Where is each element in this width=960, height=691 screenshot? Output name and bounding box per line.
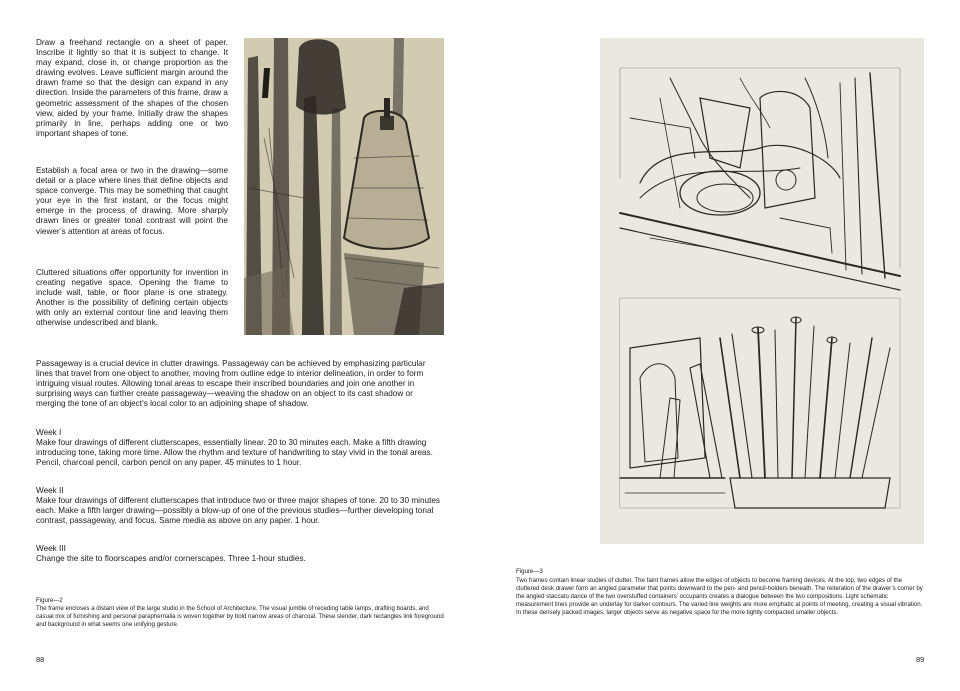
page-number-left: 88: [36, 655, 45, 664]
week-2-text: Make four drawings of different clutterscapes that introduce two or three major shapes of tone. 20 to 30 minutes each. Make a fifth larger drawing—possibly a blow-up of one of the previous studies—further developing tonal contrast, passageway, and focus. Same media as above on any paper. 1 hour.: [36, 496, 440, 526]
figure-3-caption-label: Figure—3: [516, 568, 543, 575]
figure-2-charcoal-drawing: [244, 38, 444, 335]
week-1-heading: Week I: [36, 428, 62, 437]
week-3-heading: Week III: [36, 544, 66, 553]
week-2-heading: Week II: [36, 486, 64, 495]
paragraph-passageway: Passageway is a crucial device in clutter drawings. Passageway can be achieved by emphasizing particular lines that travel from one object to another, moving from outline edge to interior delineation, in order to form intriguing visual routes. Allowing tonal areas to escape their inscribed boundaries and join one another in surprising ways can further create passageway—weaving the shadow on an object to its cast shadow or merging the tone of an object’s local color to an adjoining shape of shadow.: [36, 359, 426, 409]
clutter-line-studies: [600, 38, 924, 544]
right-page: [480, 0, 960, 691]
figure-3-caption-text: Two frames contain linear studies of clutter. The faint frames allow the edges of objects to become framing devices. At the top, two edges of the cluttered desk drawer form an angled parameter that points downward to the pen- and pencil-holders beneath. The reiteration of the drawer’s corner by the angled staccato dance of the two overstuffed containers’ occupants creates a dialogue between the two compositions. Light schematic measurement lines provide an underlay for darker contours. The varied line weights are more emphatic at points of meeting, creating a visual vibration. In these densely packed images, larger objects serve as negative space for the more tightly compacted smaller objects.: [516, 577, 923, 616]
paragraph-focal-area: Establish a focal area or two in the drawing—some detail or a place where lines that define objects and space converge. This may be something that caught your eye in the first instant, or the focus might emerge in the process of drawing. More sharply drawn lines or greater tonal contrast will point the viewer’s attention at areas of focus.: [36, 166, 228, 236]
paragraph-frame: Draw a freehand rectangle on a sheet of paper. Inscribe it lightly so that it is subject to change. It may expand, close in, or change proportion as the drawing evolves. Leave sufficient margin around the drawn frame so that the design can expand in any direction. Inside the parameters of this frame, draw a geometric assessment of the shapes of the chosen view, aided by your frame. Initially draw the shapes primarily in line, perhaps adding one or two important shapes of tone.: [36, 38, 228, 138]
week-1-text: Make four drawings of different clutterscapes, essentially linear. 20 to 30 minutes each. Make a fifth drawing introducing tone, taking more time. Allow the rhythm and texture of handwriting to stay vivid in the tonal areas. Pencil, charcoal pencil, carbon pencil on any paper. 45 minutes to 1 hour.: [36, 438, 433, 468]
figure-2-caption-label: Figure—2: [36, 597, 63, 604]
figure-3-pencil-drawing: [600, 38, 924, 544]
week-3-text: Change the site to floorscapes and/or cornerscapes. Three 1-hour studies.: [36, 554, 306, 563]
paragraph-cluttered-situations: Cluttered situations offer opportunity for invention in creating negative space. Opening the frame to include wall, table, or floor plane is one strategy. Another is the possibility of defining certain objects with only an external contour line and leaving them otherwise undescribed and blank.: [36, 268, 228, 328]
page-number-right: 89: [916, 655, 925, 664]
charcoal-studio-sketch: [244, 38, 444, 335]
figure-2-caption-text: The frame encloses a distant view of the large studio in the School of Architecture. The visual jumble of receding table lamps, drafting boards, and casual mix of furnishing and personal paraphernalia is woven together by bold narrow areas of charcoal. These slender, dark rectangles link foreground and background in what seems one unifying gesture.: [36, 605, 444, 628]
